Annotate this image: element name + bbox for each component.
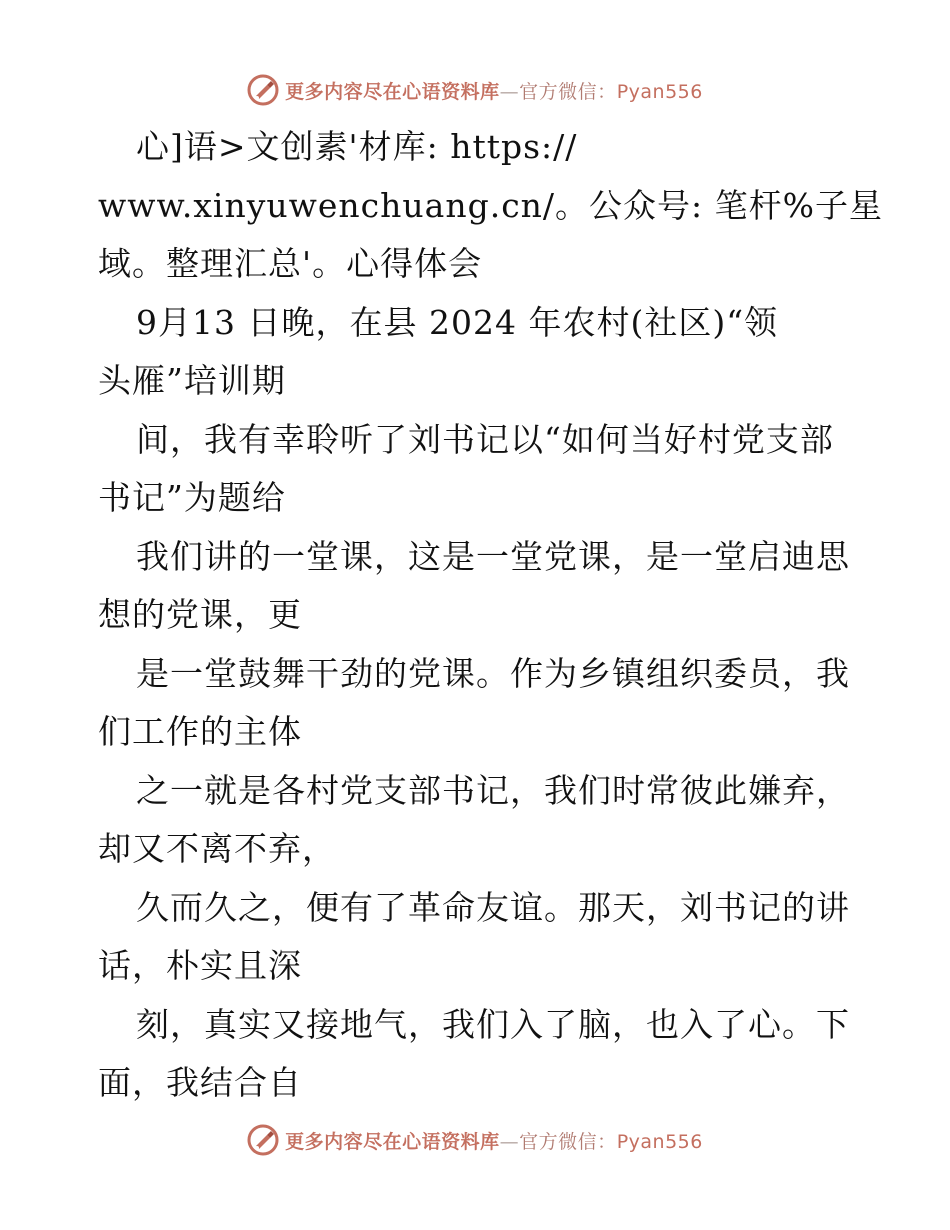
body-line: 久而久之，便有了革命友谊。那天，刘书记的讲	[136, 887, 850, 927]
pen-logo-icon	[247, 74, 279, 106]
body-line: 间，我有幸聆听了刘书记以“如何当好村党支部	[136, 419, 834, 459]
pen-logo-icon	[247, 1124, 279, 1156]
body-line: 面，我结合自	[98, 1063, 302, 1102]
banner-separator: —	[499, 1130, 520, 1153]
body-line: 心]语>文创素'材库: https://	[136, 127, 578, 166]
document-body	[98, 118, 884, 1113]
body-line: www.xinyuwenchuang.cn/。公众号: 笔杆%子星	[98, 185, 884, 225]
banner-separator: —	[499, 80, 520, 103]
body-line: 刻，真实又接地气，我们入了脑，也入了心。下	[136, 1004, 850, 1044]
body-line: 我们讲的一堂课，这是一堂党课，是一堂启迪思	[136, 536, 850, 576]
body-line: 书记”为题给	[98, 478, 286, 517]
banner-main-text: 更多内容尽在心语资料库	[285, 1130, 500, 1153]
body-line: 话，朴实且深	[98, 946, 302, 985]
banner-wechat-label: 官方微信：	[519, 80, 617, 103]
body-line: 之一就是各村党支部书记，我们时常彼此嫌弃，	[136, 770, 850, 810]
banner-text	[285, 77, 703, 104]
banner-main-text: 更多内容尽在心语资料库	[285, 80, 500, 103]
body-line: 们工作的主体	[98, 712, 302, 751]
body-line: 9月13 日晚，在县 2024 年农村(社区)“领	[136, 302, 779, 342]
body-line: 域。整理汇总'。心得体会	[98, 244, 483, 283]
banner-text	[285, 1127, 703, 1154]
banner-wechat-label: 官方微信：	[519, 1130, 617, 1153]
body-line: 是一堂鼓舞干劲的党课。作为乡镇组织委员，我	[136, 653, 850, 693]
body-line: 想的党课，更	[98, 595, 302, 634]
footer-banner	[0, 1120, 950, 1160]
banner-wechat-id: Pyan556	[616, 1130, 703, 1153]
banner-wechat-id: Pyan556	[616, 80, 703, 103]
header-banner	[0, 70, 950, 110]
body-line: 头雁”培训期	[98, 361, 286, 400]
body-line: 却又不离不弃，	[98, 829, 336, 868]
